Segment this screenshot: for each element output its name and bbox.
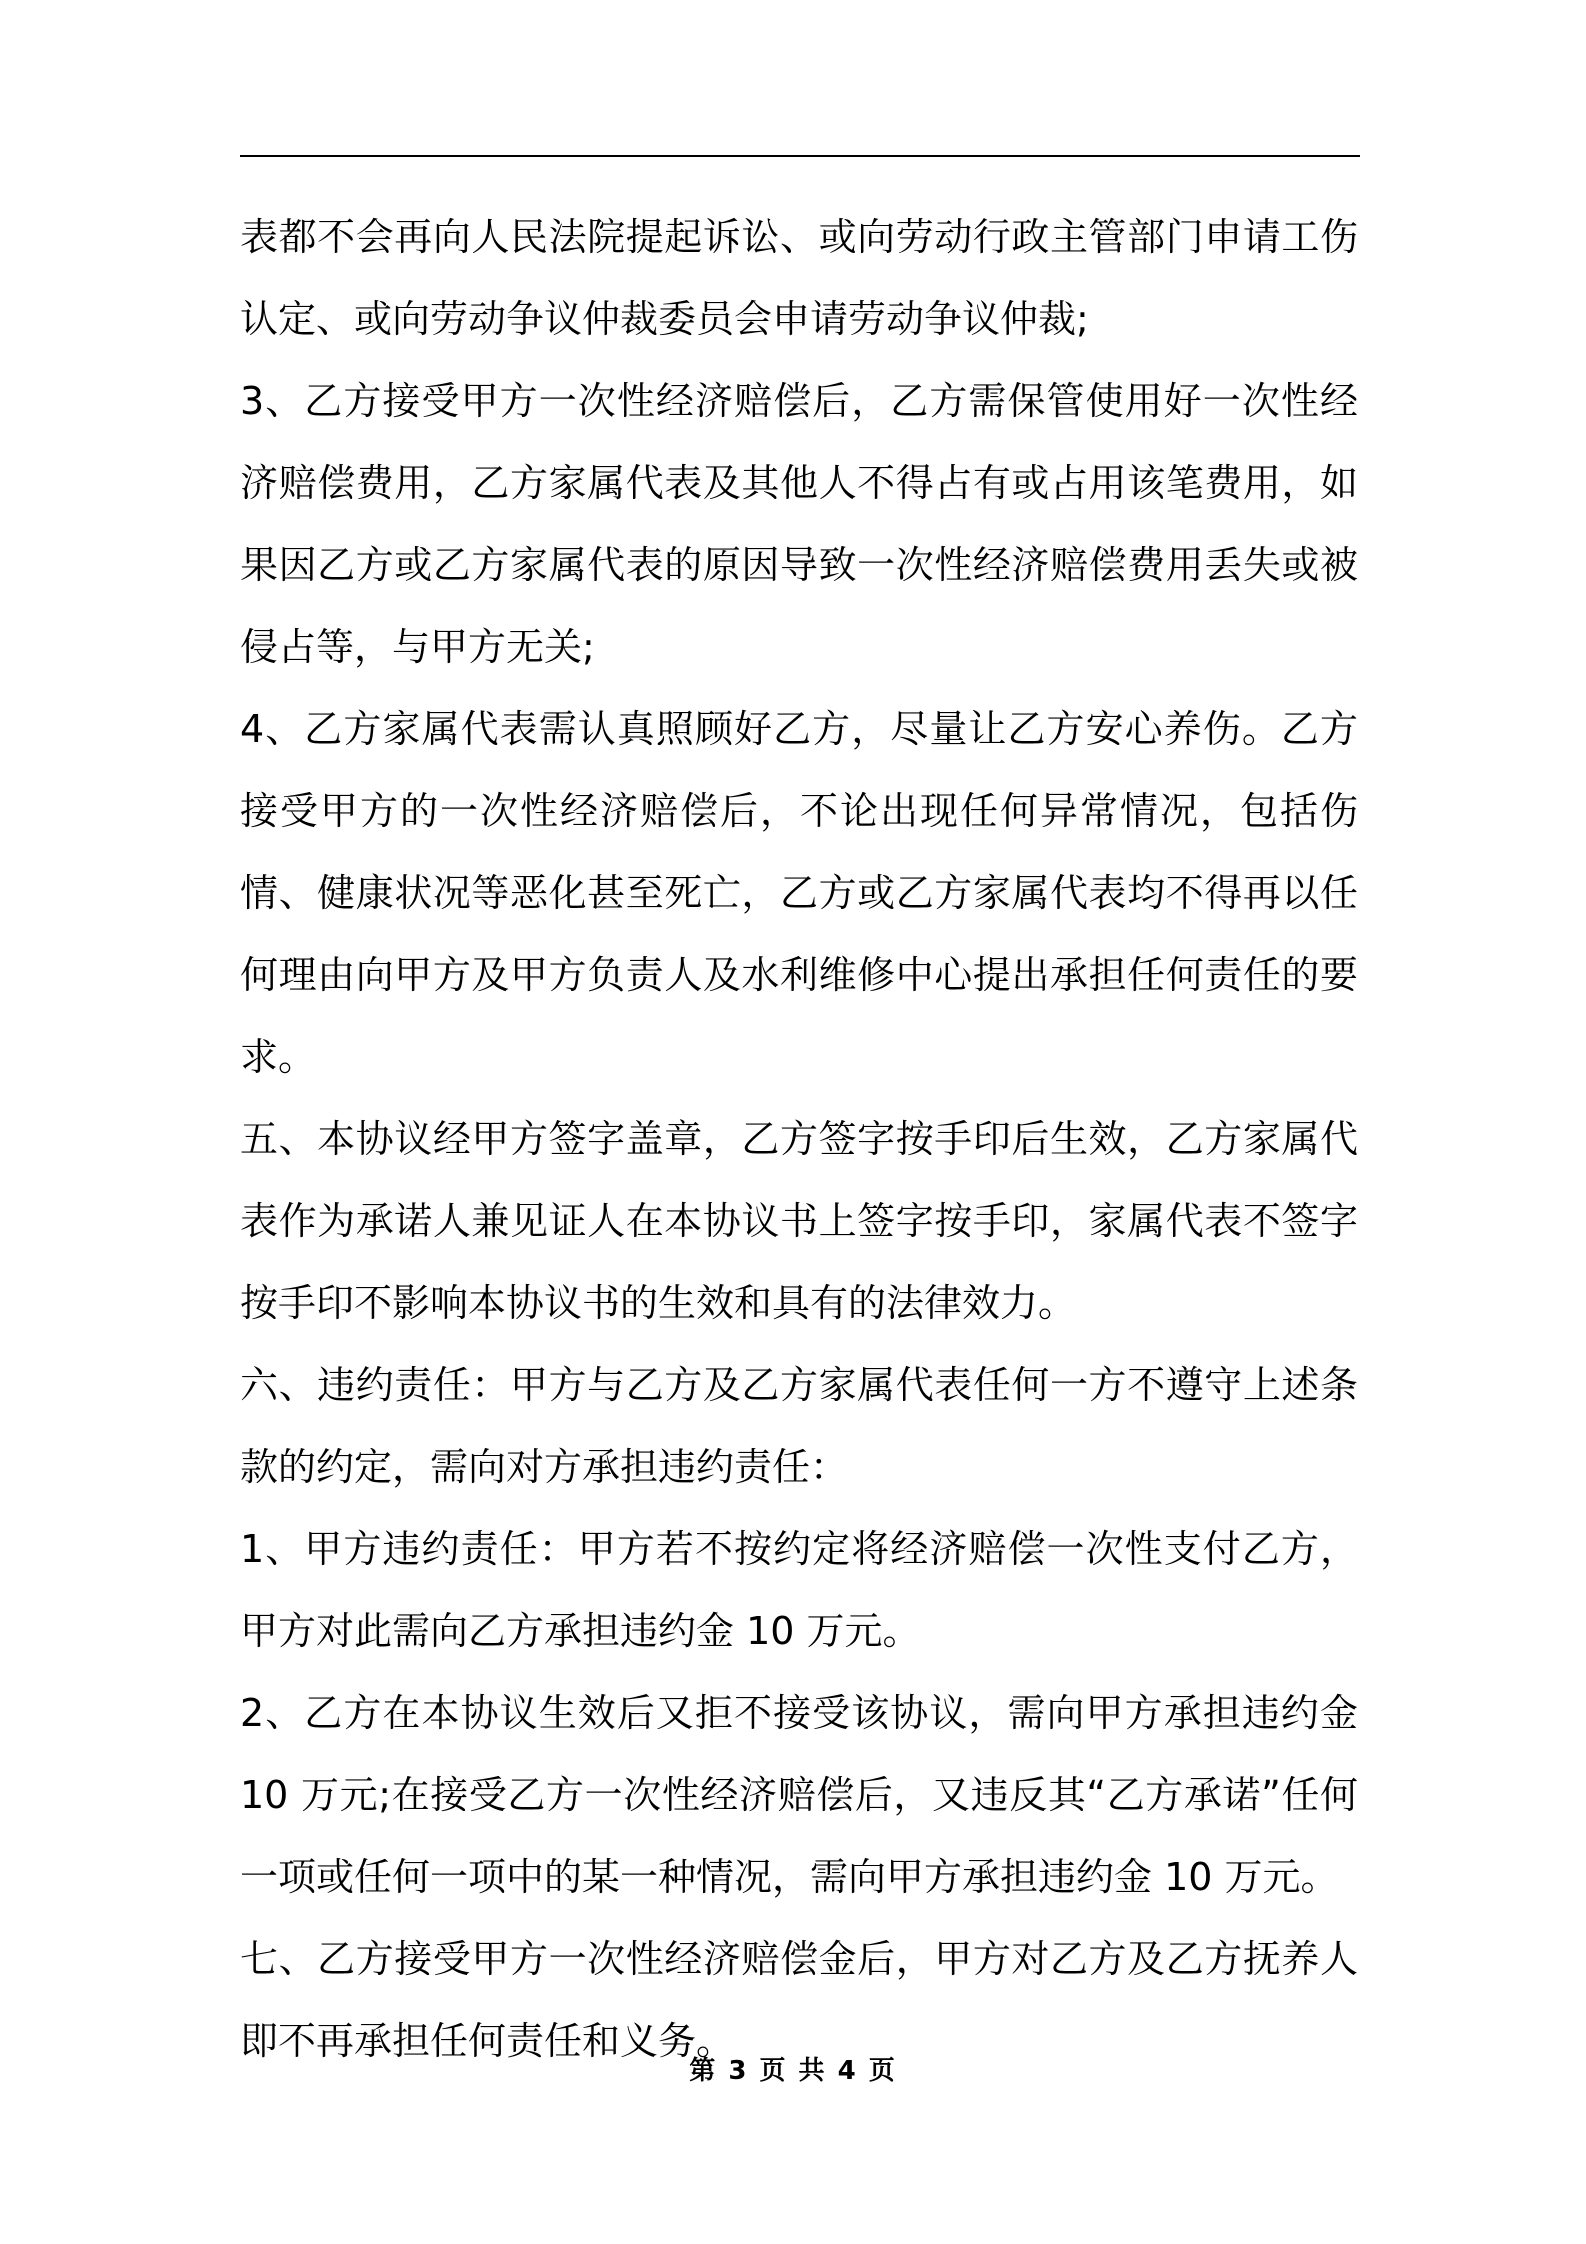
paragraph-article-6: 六、违约责任：甲方与乙方及乙方家属代表任何一方不遵守上述条款的约定，需向对方承担违约责任： bbox=[240, 1363, 1358, 1489]
page-number-label: 第 3 页 共 4 页 bbox=[689, 2056, 897, 2086]
paragraph-continuation: 表都不会再向人民法院提起诉讼、或向劳动行政主管部门申请工伤认定、或向劳动争议仲裁委员会申请劳动争议仲裁; bbox=[240, 215, 1358, 341]
header-divider bbox=[240, 155, 1360, 157]
paragraph-article-5: 五、本协议经甲方签字盖章，乙方签字按手印后生效，乙方家属代表作为承诺人兼见证人在本协议书上签字按手印，家属代表不签字按手印不影响本协议书的生效和具有的法律效力。 bbox=[240, 1117, 1358, 1325]
page-number-footer bbox=[0, 2050, 1586, 2087]
paragraph-article-6-item-1: 1、甲方违约责任：甲方若不按约定将经济赔偿一次性支付乙方，甲方对此需向乙方承担违约金 10 万元。 bbox=[240, 1527, 1358, 1653]
paragraph-article-7: 七、乙方接受甲方一次性经济赔偿金后，甲方对乙方及乙方抚养人即不再承担任何责任和义务。 bbox=[240, 1937, 1358, 2063]
paragraph-article-6-item-2: 2、乙方在本协议生效后又拒不接受该协议，需向甲方承担违约金 10 万元;在接受乙方一次性经济赔偿后，又违反其“乙方承诺”任何一项或任何一项中的某一种情况，需向甲方承担违约金 10 万元。 bbox=[240, 1691, 1358, 1899]
paragraph-clause-4: 4、乙方家属代表需认真照顾好乙方，尽量让乙方安心养伤。乙方接受甲方的一次性经济赔偿后，不论出现任何异常情况，包括伤情、健康状况等恶化甚至死亡，乙方或乙方家属代表均不得再以任何理由向甲方及甲方负责人及水利维修中心提出承担任何责任的要求。 bbox=[240, 707, 1358, 1079]
document-body bbox=[240, 196, 1358, 2082]
paragraph-clause-3: 3、乙方接受甲方一次性经济赔偿后，乙方需保管使用好一次性经济赔偿费用，乙方家属代表及其他人不得占有或占用该笔费用，如果因乙方或乙方家属代表的原因导致一次性经济赔偿费用丢失或被侵占等，与甲方无关; bbox=[240, 379, 1358, 669]
